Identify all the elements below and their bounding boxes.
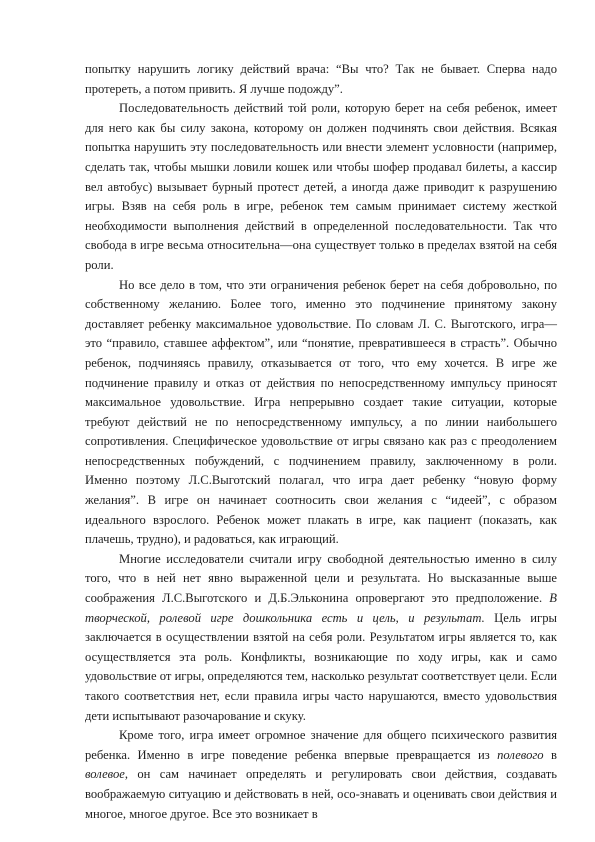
- document-page: [85, 60, 557, 824]
- paragraph-5: [85, 726, 557, 824]
- paragraph-5-italic-polevogo: полевого: [497, 747, 544, 762]
- paragraph-5-italic-volevoe: волевое: [85, 767, 125, 782]
- paragraph-5-text-middle: в: [543, 747, 557, 762]
- paragraph-4-text-before: Многие исследователи считали игру свободной деятельностью именно в силу того, что в ней нет явно выраженной цели и результата. Но высказанные выше соображения Л.С.Выготского и Д.Б.Эльконина опровергают это предположение.: [85, 551, 557, 606]
- paragraph-4-text-after: Цель игры заключается в осуществлении взятой на себя роли. Результатом игры является то, как осуществляется эта роль. Конфликты, возникающие по ходу игры, как и само удовольствие от игры, определяются тем, насколько результат соответствует цели. Если такого соответствия нет, если правила игры часто нарушаются, вместо удовольствия дети испытывают разочарование и скуку.: [85, 610, 557, 723]
- paragraph-3: Но все дело в том, что эти ограничения ребенок берет на себя добровольно, по собственному желанию. Более того, именно это подчинение принятому закону доставляет ребенку максимальное удовольствие. По словам Л. С. Выготского, игра—это “правило, ставшее аффектом”, или “понятие, превратившееся в страсть”. Обычно ребенок, подчиняясь правилу, отказывается от того, что ему хочется. В игре же подчинение правилу и отказ от действия по непосредственному импульсу приносят максимальное удовольствие. Игра непрерывно создает такие ситуации, которые требуют действий не по непосредственному импульсу, а по линии наибольшего сопротивления. Специфическое удовольствие от игры связано как раз с преодолением непосредственных побуждений, с подчинением правилу, заключенному в роли. Именно поэтому Л.С.Выготский полагал, что игра дает ребенку “новую форму желания”. В игре он начинает соотносить свои желания с “идеей”, с образом идеального взрослого. Ребенок может плакать в игре, как пациент (показать, как плачешь, трудно), и радоваться, как играющий.: [85, 277, 557, 547]
- paragraph-5-text-after: , он сам начинает определять и регулировать свои действия, создавать воображаемую ситуацию и действовать в ней, осо-знавать и оценивать свои действия и многое, многое другое. Все это возникает в: [85, 767, 557, 821]
- paragraph-2: Последовательность действий той роли, которую берет на себя ребенок, имеет для него как бы силу закона, которому он должен подчинять свои действия. Всякая попытка нарушить эту последовательность или внести элемент условности (например, сделать так, чтобы мышки ловили кошек или чтобы шофер продавал билеты, а кассир вел автобус) вызывает бурный протест детей, а иногда даже приводит к разрушению игры. Взяв на себя роль в игре, ребенок тем самым принимает систему жесткой необходимости выполнения действий в определенной последовательности. Так что свобода в игре весьма относительна—она существует только в пределах взятой на себя роли.: [85, 101, 557, 272]
- paragraph-4: [85, 550, 557, 726]
- paragraph-4-italic-text: В творческой, ролевой игре дошкольника есть и цель, и результат.: [85, 591, 557, 625]
- paragraph-1: попытку нарушить логику действий врача: “Вы что? Так не бывает. Сперва надо протереть, а потом привить. Я лучше подожду”.: [85, 62, 557, 96]
- paragraph-5-text-before: Кроме того, игра имеет огромное значение для общего психического развития ребенка. Именно в игре поведение ребенка впервые превращается из: [85, 728, 557, 762]
